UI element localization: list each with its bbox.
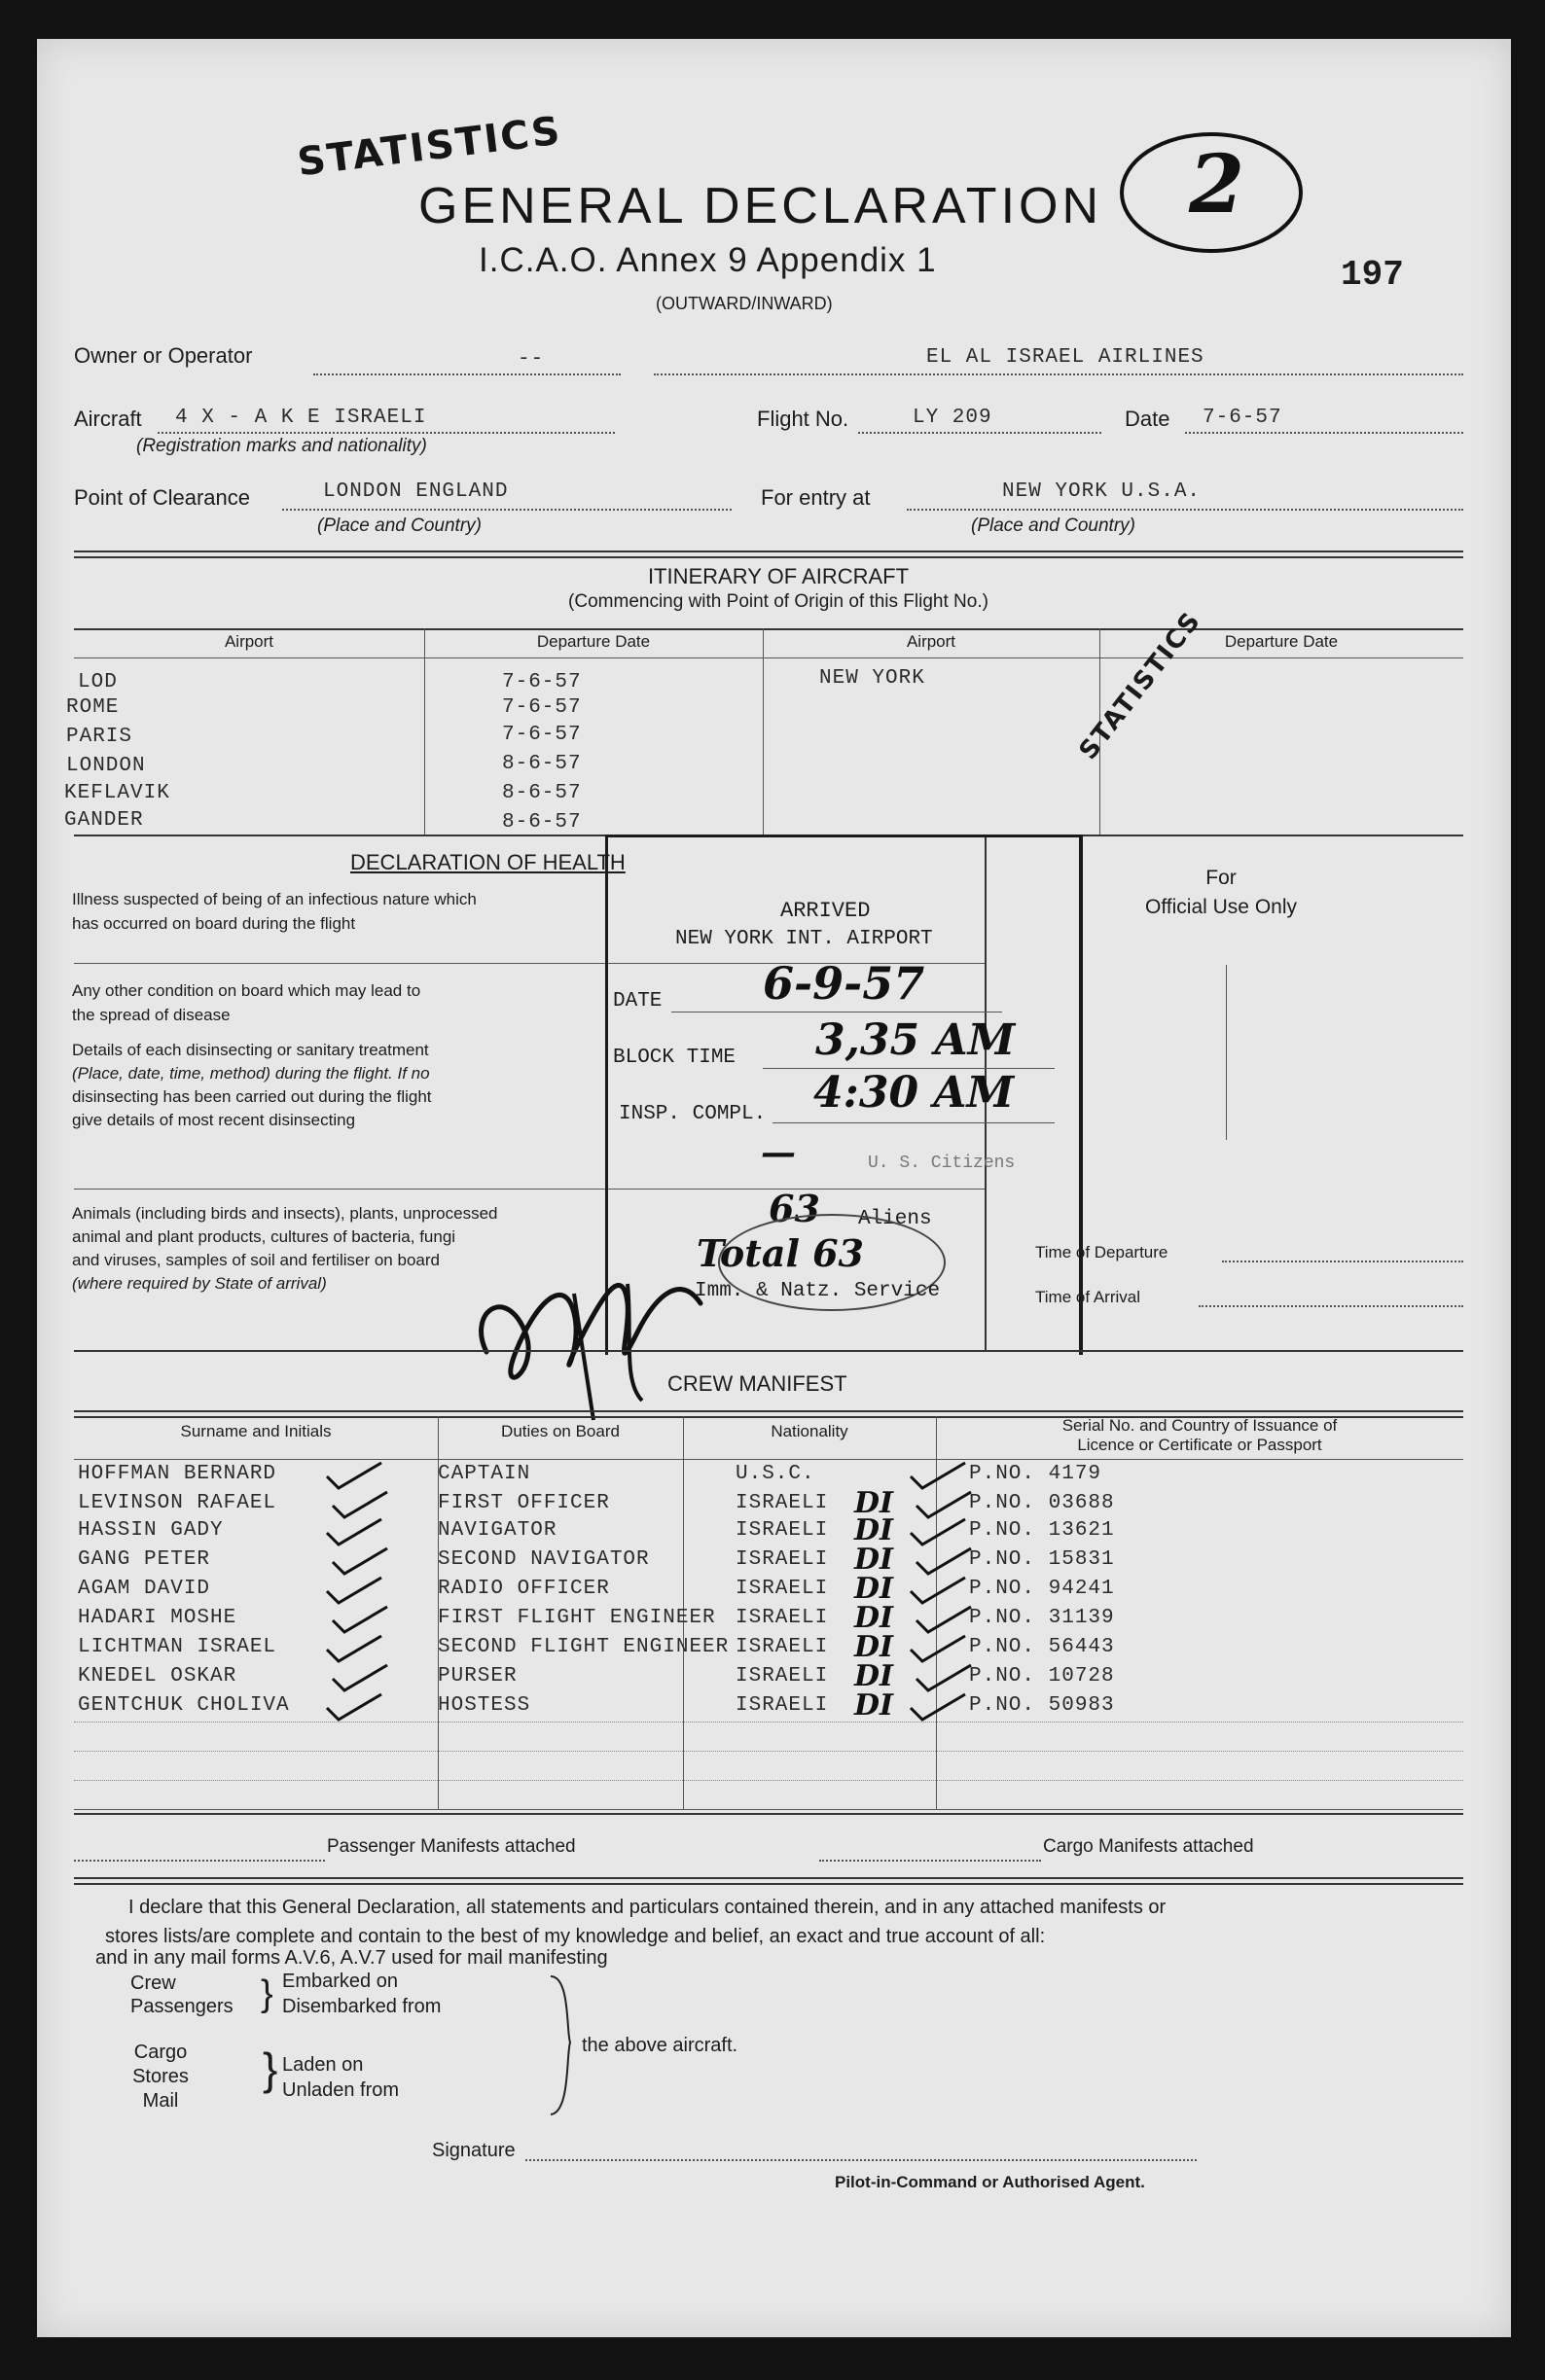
insp-compl-label: INSP. COMPL. [619,1103,767,1125]
decl-embarked: Embarked on [282,1971,398,1992]
itin-airport: ROME [66,696,120,719]
decl-passengers: Passengers [130,1996,234,2017]
crew-duty: FIRST FLIGHT ENGINEER [438,1607,716,1629]
itin-header-airport-2: Airport [906,632,956,651]
itin-header-date-2: Departure Date [1224,632,1339,651]
crew-mark: DI [854,1543,894,1577]
crew-name: LEVINSON RAFAEL [78,1492,277,1514]
crew-nationality: ISRAELI [736,1519,829,1542]
statistics-stamp: STATISTICS [295,108,564,186]
form-subtitle: I.C.A.O. Annex 9 Appendix 1 [479,241,937,279]
health-q1 [72,887,477,936]
stamp-date-value: 6-9-57 [763,957,925,1010]
direction-label: (OUTWARD/INWARD) [656,294,833,313]
crew-duty: SECOND FLIGHT ENGINEER [438,1636,730,1658]
block-time-value: 3,35 AM [815,1015,1016,1065]
inspector-signature [457,1235,730,1430]
itin-airport: GANDER [64,809,144,832]
owner-label: Owner or Operator [74,343,253,368]
health-q3-line: (Place, date, time, method) during the flight. If no [72,1064,430,1083]
itin-date: 8-6-57 [502,811,582,834]
health-title: DECLARATION OF HEALTH [350,850,626,874]
official-title-line: For [1205,867,1237,889]
flight-label: Flight No. [757,407,849,431]
aliens-label: Aliens [858,1208,932,1230]
crew-header-nat: Nationality [771,1422,848,1440]
crew-serial: P.NO. 13621 [969,1519,1115,1542]
crew-nationality: ISRAELI [736,1492,829,1514]
decl-stores: Stores [132,2066,189,2087]
date-value: 7-6-57 [1203,407,1282,429]
citizens-value: — [761,1132,796,1173]
passenger-manifests: Passenger Manifests attached [327,1836,576,1857]
itin-header-date-1: Departure Date [536,632,651,651]
time-of-arrival: Time of Arrival [1035,1288,1141,1306]
decl-above-aircraft: the above aircraft. [582,2035,738,2056]
decl-cargo-group [117,2041,204,2114]
decl-disembarked: Disembarked from [282,1996,442,2017]
itin-date: 7-6-57 [502,696,582,719]
citizens-label: U. S. Citizens [868,1154,1016,1173]
crew-name: GANG PETER [78,1548,211,1571]
decl-cargo: Cargo [133,2042,188,2063]
crew-name: LICHTMAN ISRAEL [78,1636,277,1658]
crew-name: AGAM DAVID [78,1578,211,1600]
crew-nationality: U.S.C. [736,1463,815,1485]
itin-header-airport-1: Airport [224,632,274,651]
date-label: Date [1125,407,1170,431]
arrived-label: ARRIVED [780,899,871,923]
health-q4-line: (where required by State of arrival) [72,1274,327,1293]
serial-header-line: Serial No. and Country of Issuance of [1061,1416,1338,1435]
crew-duty: HOSTESS [438,1694,531,1717]
itin-airport: LOD [78,671,118,693]
health-q2-line: the spread of disease [72,1006,231,1024]
crew-serial: P.NO. 56443 [969,1636,1115,1658]
crew-name: HOFFMAN BERNARD [78,1463,277,1485]
arrived-airport: NEW YORK INT. AIRPORT [675,928,933,950]
entry-value: NEW YORK U.S.A. [1002,480,1202,503]
crew-duty: FIRST OFFICER [438,1492,610,1514]
crew-name: HADARI MOSHE [78,1607,237,1629]
crew-nationality: ISRAELI [736,1607,829,1629]
crew-serial: P.NO. 50983 [969,1694,1115,1717]
service-label: Imm. & Natz. Service [695,1280,941,1302]
crew-nationality: ISRAELI [736,1578,829,1600]
entry-label: For entry at [761,485,871,510]
page-number: 197 [1341,255,1404,295]
signature-label: Signature [432,2140,516,2161]
health-q4 [72,1202,498,1296]
crew-duty: SECOND NAVIGATOR [438,1548,650,1571]
health-q4-line: and viruses, samples of soil and fertiliser on board [72,1251,440,1269]
time-of-departure: Time of Departure [1035,1243,1168,1261]
itin-airport: LONDON [66,755,146,777]
health-q1-line: has occurred on board during the flight [72,914,356,933]
crew-header-serial [936,1416,1463,1455]
health-q4-line: Animals (including birds and insects), plants, unprocessed [72,1204,498,1223]
declaration-brace [545,1972,584,2118]
itin-date: 7-6-57 [502,671,582,693]
crew-title: CREW MANIFEST [667,1371,847,1396]
cargo-manifests: Cargo Manifests attached [1043,1836,1254,1857]
aircraft-value: 4 X - A K E ISRAELI [175,407,427,429]
crew-nationality: ISRAELI [736,1694,829,1717]
crew-serial: P.NO. 03688 [969,1492,1115,1514]
itinerary-statistics-stamp: STATISTICS [1073,606,1207,765]
total-value: Total 63 [697,1231,864,1275]
pilot-label: Pilot-in-Command or Authorised Agent. [835,2173,1145,2191]
crew-serial: P.NO. 94241 [969,1578,1115,1600]
itinerary-title: ITINERARY OF AIRCRAFT [647,564,910,588]
crew-header-name: Surname and Initials [180,1422,332,1440]
crew-nationality: ISRAELI [736,1665,829,1687]
declaration-line-3: and in any mail forms A.V.6, A.V.7 used for mail manifesting [95,1947,608,1969]
crew-duty: NAVIGATOR [438,1519,557,1542]
itin-airport: PARIS [66,726,133,748]
decl-mail: Mail [142,2090,179,2112]
aliens-value: 63 [769,1187,820,1230]
decl-laden: Laden on [282,2054,364,2076]
crew-name: GENTCHUK CHOLIVA [78,1694,290,1717]
health-q1-line: Illness suspected of being of an infectious nature which [72,890,477,908]
circled-number: 2 [1189,138,1245,231]
crew-mark: DI [854,1659,894,1693]
crew-mark: DI [854,1630,894,1664]
crew-nationality: ISRAELI [736,1548,829,1571]
itin-airport: KEFLAVIK [64,782,170,804]
crew-serial: P.NO. 15831 [969,1548,1115,1571]
crew-serial: P.NO. 31139 [969,1607,1115,1629]
crew-mark: DI [854,1601,894,1635]
health-q2 [72,978,420,1027]
clearance-label: Point of Clearance [74,485,250,510]
clearance-note: (Place and Country) [317,515,482,536]
flight-value: LY 209 [913,407,992,429]
decl-unladen: Unladen from [282,2079,400,2101]
itin-date: 8-6-57 [502,782,582,804]
crew-name: KNEDEL OSKAR [78,1665,237,1687]
owner-value: EL AL ISRAEL AIRLINES [926,346,1204,369]
owner-value-left: -- [518,348,545,371]
health-q3-line: give details of most recent disinsecting [72,1111,356,1129]
clearance-value: LONDON ENGLAND [323,480,509,503]
itinerary-subtitle: (Commencing with Point of Origin of this Flight No.) [568,591,988,612]
crew-mark: DI [854,1572,894,1606]
insp-compl-value: 4:30 AM [813,1068,1015,1118]
crew-duty: PURSER [438,1665,518,1687]
serial-header-line: Licence or Certificate or Passport [1077,1436,1322,1454]
crew-serial: P.NO. 10728 [969,1665,1115,1687]
form-title: GENERAL DECLARATION [418,178,1103,234]
crew-mark: DI [854,1688,894,1723]
crew-duty: RADIO OFFICER [438,1578,610,1600]
itin-right-airport: NEW YORK [819,667,925,690]
declaration-line-1: I declare that this General Declaration, all statements and particulars contained therein, and in any attached manifests or [128,1897,1167,1918]
crew-serial: P.NO. 4179 [969,1463,1102,1485]
check-mark [905,1688,973,1727]
crew-mark: DI [854,1486,894,1520]
crew-header-duty: Duties on Board [501,1422,620,1440]
health-q4-line: animal and plant products, cultures of bacteria, fungi [72,1227,456,1246]
entry-note: (Place and Country) [971,515,1135,536]
itin-date: 8-6-57 [502,753,582,775]
decl-crew: Crew [130,1972,176,1994]
crew-mark: DI [854,1513,894,1547]
health-q2-line: Any other condition on board which may lead to [72,981,421,1000]
health-q3 [72,1039,432,1132]
aircraft-label: Aircraft [74,407,142,431]
health-q3-line: disinsecting has been carried out during the flight [72,1087,432,1106]
block-time-label: BLOCK TIME [613,1047,737,1069]
official-use-title [1070,864,1372,922]
crew-duty: CAPTAIN [438,1463,531,1485]
itin-date: 7-6-57 [502,724,582,746]
aircraft-note: (Registration marks and nationality) [136,436,427,456]
declaration-line-2: stores lists/are complete and contain to the best of my knowledge and belief, an exact and true account of all: [105,1926,1046,1947]
official-title-line: Official Use Only [1145,896,1297,918]
health-q3-line: Details of each disinsecting or sanitary treatment [72,1041,429,1059]
stamp-date-label: DATE [613,990,663,1012]
check-mark [321,1688,389,1727]
crew-name: HASSIN GADY [78,1519,224,1542]
crew-nationality: ISRAELI [736,1636,829,1658]
